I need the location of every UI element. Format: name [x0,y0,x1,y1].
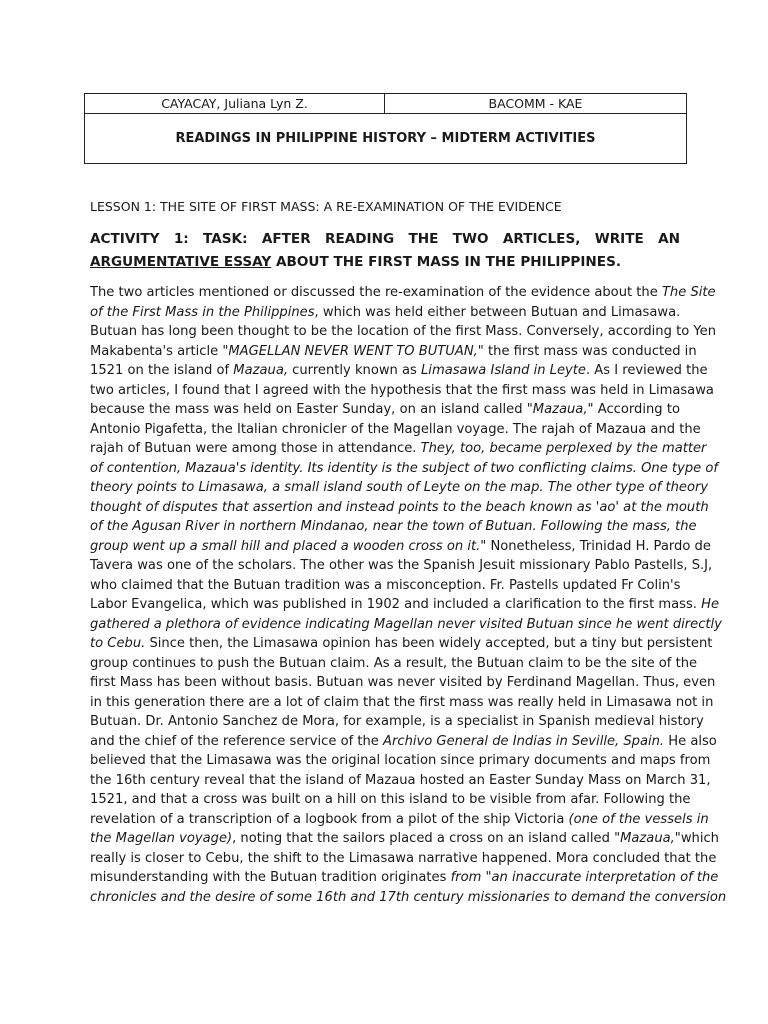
essay-line [90,829,719,849]
essay-text: , which was held either between Butuan and Limasawa. [314,304,681,320]
essay-line [90,790,691,810]
lesson-heading: LESSON 1: THE SITE OF FIRST MASS: A RE-EXAMINATION OF THE EVIDENCE [90,199,562,214]
essay-line [90,361,708,381]
essay-line [90,498,709,518]
activity-heading [90,228,680,274]
essay-italic-text: Limasawa Island in Leyte [421,363,586,378]
essay-line [90,810,709,830]
essay-italic-text: theory points to Limasawa, a small island south of Leyte on the map. The other type of theory [90,480,709,495]
essay-text: Since then, the Limasawa opinion has been widely accepted, but a tiny but persistent [145,636,713,651]
essay-italic-text: They, too, became perplexed by the matter [420,441,707,456]
essay-italic-text: The Site [661,285,716,300]
essay-line [90,576,680,596]
essay-text: Antonio Pigafetta, the Italian chronicler of the Magellan voyage. The rajah of Mazaua and the [90,421,701,437]
essay-line [90,712,704,732]
essay-text: who claimed that the Butuan tradition was a misconception. Fr. Pastells updated Fr Colin's [90,577,681,593]
essay-text: , noting that the sailors placed a cross on an island called [232,831,615,846]
essay-text: . As I reviewed the [585,363,708,378]
essay-italic-text: of the Agusan River in northern Mindanao, near the town of Butuan. Following the mass, the [90,519,697,534]
essay-line [90,342,697,362]
essay-text: and the chief of the reference service of the [90,733,384,749]
essay-line [90,634,713,654]
essay-italic-text: Archivo General de Indias in Seville, Spain. [383,733,665,749]
essay-line [90,517,697,537]
essay-line [90,556,713,576]
essay-text: group continues to push the Butuan claim. As a result, the Butuan claim to be the site of the [90,655,698,671]
essay-italic-text: group went up a small hill and placed a wooden cross on it." [90,538,487,554]
essay-italic-text: thought of disputes that assertion and instead points to the beach known as 'ao' at the mouth [90,499,709,515]
essay-line [90,322,716,342]
essay-text: revelation of a transcription of a logbook from a pilot of the ship Victoria [90,811,569,827]
essay-text: Butuan has long been thought to be the location of the first Mass. Conversely, according to Yen [90,324,716,339]
essay-text: because the mass was held on Easter Sunday, on an island called [90,402,527,417]
essay-italic-text: Mazaua, [233,363,288,378]
essay-text: Nonetheless, Trinidad H. Pardo de [486,538,711,554]
essay-text: Labor Evangelica, which was published in 1902 and included a clarification to the first mass. [90,597,702,612]
activity-line-2 [90,251,680,274]
essay-line [90,381,714,401]
essay-text: the 16th century reveal that the island of Mazaua hosted an Easter Sunday Mass on March 31, [90,772,711,788]
essay-line [90,283,716,303]
essay-line [90,693,714,713]
essay-italic-text: "Mazaua," [614,831,681,846]
essay-line [90,615,722,635]
essay-line [90,303,680,323]
essay-text: 1521, and that a cross was built on a hill on this island to be visible from afar. Following the [90,792,691,807]
essay-italic-text: from "an inaccurate interpretation of the [450,870,719,885]
essay-body [90,283,727,907]
essay-line [90,420,701,440]
activity-line-1: ACTIVITY 1: TASK: AFTER READING THE TWO ARTICLES, WRITE AN [90,231,680,247]
essay-text: believed that the Limasawa was the original location since primary documents and maps from [90,753,711,768]
essay-line [90,654,698,674]
essay-line [90,888,727,908]
essay-line [90,595,720,615]
essay-text: first Mass has been without basis. Butuan was never visited by Ferdinand Magellan. Thus, even [90,675,716,690]
essay-line [90,459,718,479]
essay-text: Butuan. Dr. Antonio Sanchez de Mora, for example, is a specialist in Spanish medieval history [90,714,704,729]
essay-italic-text: "Mazaua," [526,402,594,417]
essay-text: 1521 on the island of [90,363,234,378]
essay-line [90,478,709,498]
essay-text: He also [664,733,717,749]
essay-line [90,673,716,693]
essay-text: Makabenta's article [90,343,223,359]
essay-italic-text: gathered a plethora of evidence indicating Magellan never visited Butuan since he went directly [90,616,722,632]
essay-line [90,439,707,459]
essay-italic-text: (one of the vessels in [568,811,709,827]
essay-line [90,868,719,888]
header-table [84,93,687,164]
document-title: READINGS IN PHILIPPINE HISTORY – MIDTERM ACTIVITIES [85,114,687,164]
essay-italic-text: to Cebu. [90,636,146,651]
essay-italic-text: of contention, Mazaua's identity. Its identity is the subject of two conflicting claims. One type of [90,460,718,476]
essay-line [90,849,717,869]
essay-italic-text: chronicles and the desire of some 16th and 17th century missionaries to demand the conversion [90,889,727,905]
essay-text: According to [593,402,680,417]
essay-line [90,751,711,771]
essay-text: misunderstanding with the Butuan tradition originates [90,870,451,885]
essay-text: in this generation there are a lot of claim that the first mass was really held in Limasawa not in [90,694,714,710]
essay-line [90,400,680,420]
essay-line [90,732,717,752]
essay-text: currently known as [288,363,422,378]
essay-text: the first mass was conducted in [483,343,697,359]
activity-line-2-rest: ABOUT THE FIRST MASS IN THE PHILIPPINES. [271,254,622,270]
essay-italic-text: He [701,597,720,612]
activity-underlined: ARGUMENTATIVE ESSAY [90,254,272,270]
essay-line [90,537,711,557]
course-code: BACOMM - KAE [385,94,687,114]
essay-text: Tavera was one of the scholars. The other was the Spanish Jesuit missionary Pablo Pastells, S.J, [90,558,713,573]
essay-text: rajah of Butuan were among those in attendance. [90,441,421,456]
essay-italic-text: "MAGELLAN NEVER WENT TO BUTUAN," [222,343,484,359]
student-name: CAYACAY, Juliana Lyn Z. [85,94,385,114]
essay-line [90,771,711,791]
essay-text: The two articles mentioned or discussed the re-examination of the evidence about the [90,285,662,300]
essay-text: two articles, I found that I agreed with the hypothesis that the first mass was held in Limasawa [90,382,714,398]
essay-text: which [680,831,719,846]
essay-italic-text: the Magellan voyage) [90,831,233,846]
essay-text: really is closer to Cebu, the shift to the Limasawa narrative happened. Mora concluded that the [90,850,717,866]
essay-italic-text: of the First Mass in the Philippines [90,304,315,320]
